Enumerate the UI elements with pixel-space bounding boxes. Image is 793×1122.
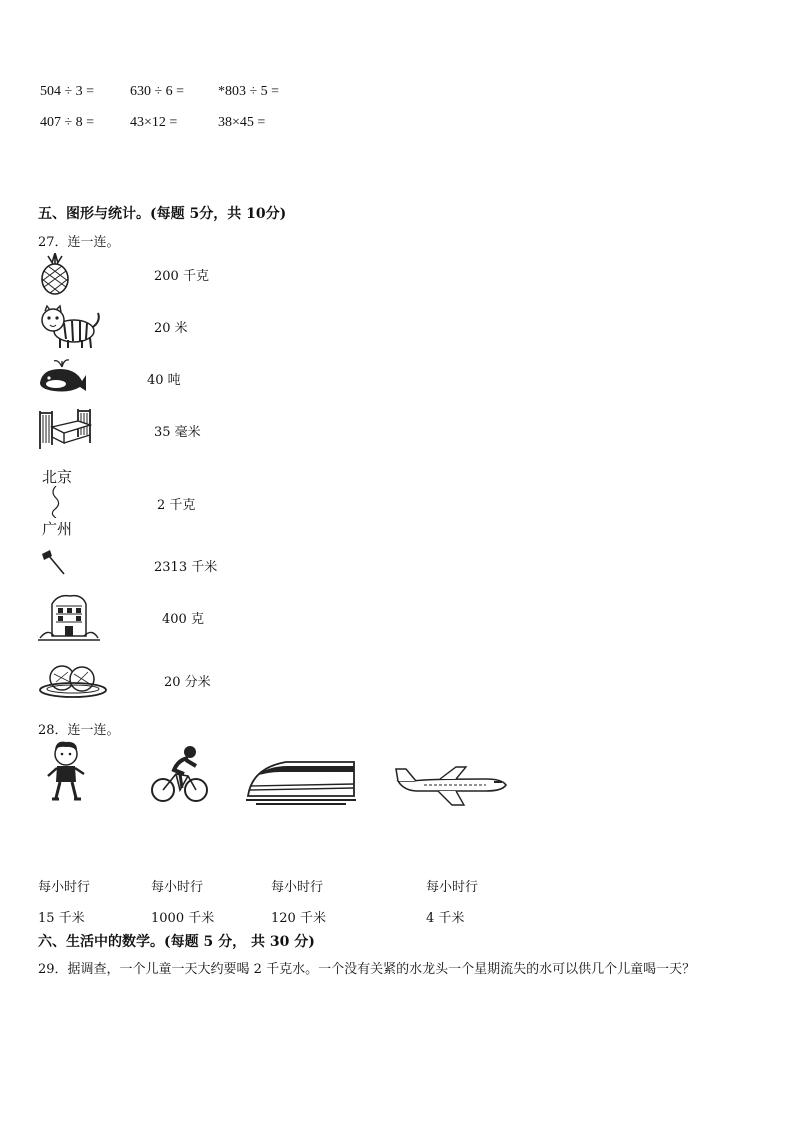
calc-item: 43×12 = bbox=[130, 115, 178, 130]
speed-value: 15 千米 bbox=[38, 911, 85, 926]
question-number: 28．连一连。 bbox=[38, 723, 120, 738]
tiger-icon bbox=[38, 303, 102, 349]
calc-item: 407 ÷ 8 = bbox=[40, 115, 95, 130]
match-answer: 20 米 bbox=[154, 321, 188, 336]
speed-label: 每小时行 bbox=[426, 880, 479, 895]
speed-label: 每小时行 bbox=[271, 880, 324, 895]
speed-value: 1000 千米 bbox=[151, 911, 215, 926]
section-heading: 五、图形与统计。(每题 5分，共 10分) bbox=[38, 206, 287, 222]
train-icon bbox=[246, 756, 358, 806]
calc-item: 630 ÷ 6 = bbox=[130, 84, 185, 99]
bed-icon bbox=[38, 405, 92, 451]
match-answer: 40 吨 bbox=[147, 373, 181, 388]
map-label-guangzhou: 广州 bbox=[42, 520, 73, 538]
calc-item: 504 ÷ 3 = bbox=[40, 84, 95, 99]
speed-label: 每小时行 bbox=[151, 880, 204, 895]
match-answer: 2 千克 bbox=[157, 498, 196, 513]
match-answer: 2313 千米 bbox=[154, 560, 218, 575]
fruit-plate-icon bbox=[38, 660, 108, 700]
question-text: 29．据调查，一个儿童一天大约要喝 2 千克水。一个没有关紧的水龙头一个星期流失的水可以供几个儿童喝一天？ bbox=[38, 962, 696, 977]
cyclist-icon bbox=[150, 744, 210, 806]
whale-icon bbox=[36, 357, 88, 395]
match-answer: 200 千克 bbox=[154, 269, 209, 284]
calc-item: 38×45 = bbox=[218, 115, 266, 130]
speed-value: 120 千米 bbox=[271, 911, 326, 926]
calc-item: *803 ÷ 5 = bbox=[218, 84, 280, 99]
match-answer: 35 毫米 bbox=[154, 425, 201, 440]
speed-value: 4 千米 bbox=[426, 911, 465, 926]
match-answer: 20 分米 bbox=[164, 675, 211, 690]
route-line-icon bbox=[46, 486, 66, 518]
match-answer: 400 克 bbox=[162, 612, 204, 627]
pushpin-icon bbox=[40, 548, 68, 576]
map-route bbox=[40, 466, 80, 538]
question-number: 27．连一连。 bbox=[38, 235, 120, 250]
pineapple-icon bbox=[38, 253, 72, 295]
child-walking-icon bbox=[44, 740, 88, 802]
airplane-icon bbox=[394, 765, 508, 807]
building-icon bbox=[38, 592, 100, 642]
speed-label: 每小时行 bbox=[38, 880, 91, 895]
section-heading: 六、生活中的数学。(每题 5 分， 共 30 分) bbox=[38, 934, 315, 950]
map-label-beijing: 北京 bbox=[42, 468, 73, 486]
